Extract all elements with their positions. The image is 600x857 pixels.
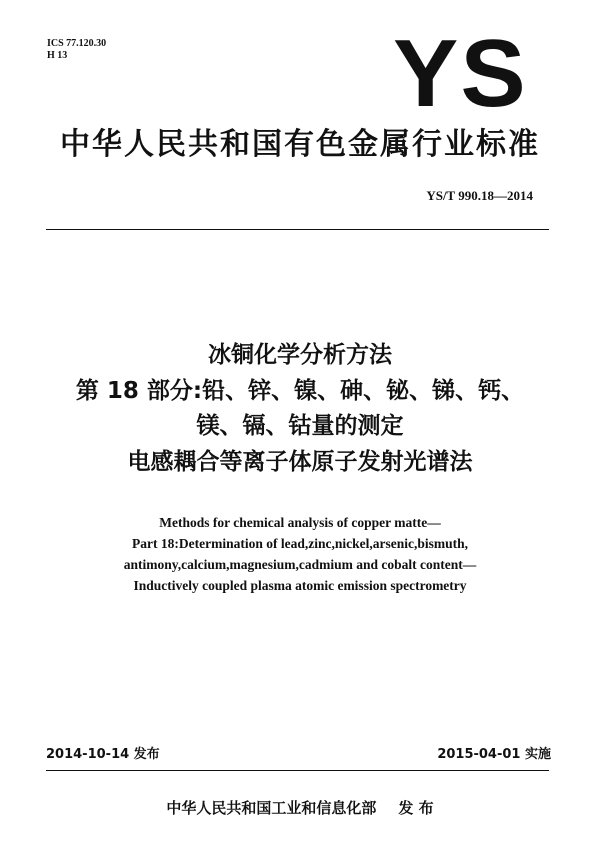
publisher-action: 发 布 — [398, 799, 434, 817]
header-divider — [46, 229, 549, 230]
issue-date: 2014-10-14 发布 — [46, 747, 160, 762]
effective-date: 2015-04-01 实施 — [437, 747, 551, 762]
english-title-line: Methods for chemical analysis of copper matte— — [159, 515, 441, 530]
english-title-line: antimony,calcium,magnesium,cadmium and cobalt content— — [123, 557, 477, 572]
chinese-title-line: 电感耦合等离子体原子发射光谱法 — [127, 448, 473, 475]
standard-number: YS/T 990.18—2014 — [426, 188, 533, 203]
footer-divider — [46, 770, 549, 771]
chinese-title-line: 第 18 部分:铅、锌、镍、砷、铋、锑、钙、 — [75, 377, 525, 404]
publisher-name: 中华人民共和国工业和信息化部 — [166, 799, 377, 817]
chinese-title-line: 镁、镉、钴量的测定 — [196, 413, 404, 439]
english-title — [30, 512, 570, 596]
org-title: 中华人民共和国有色金属行业标准 — [60, 127, 540, 162]
english-title-line: Inductively coupled plasma atomic emission spectrometry — [133, 578, 467, 593]
ics-code: ICS 77.120.30 — [47, 38, 107, 49]
chinese-title-line: 冰铜化学分析方法 — [208, 342, 392, 368]
chinese-title — [30, 338, 570, 480]
classification-codes — [47, 38, 106, 62]
english-title-line: Part 18:Determination of lead,zinc,nickel,arsenic,bismuth, — [132, 536, 468, 551]
ys-logo: YS — [393, 20, 528, 127]
publisher — [40, 798, 560, 818]
category-code: H 13 — [47, 50, 68, 61]
